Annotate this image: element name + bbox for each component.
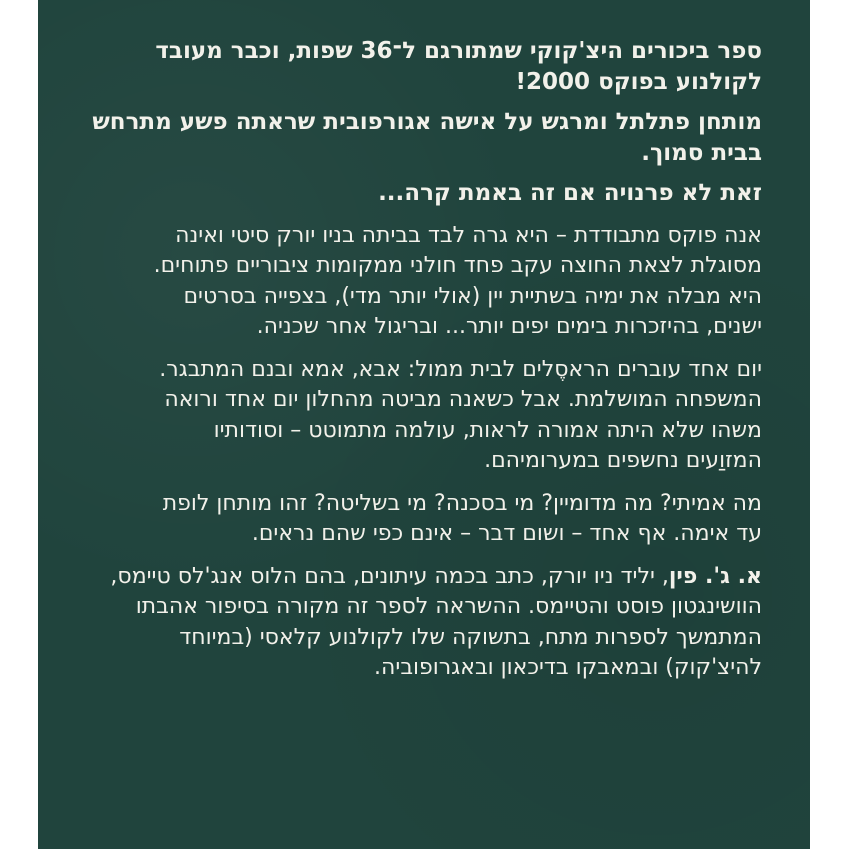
paragraph-1 <box>86 221 762 343</box>
paragraph-1-line-1: אנה פוקס מתבודדת – היא גרה לבד בביתה בניו יורק סיטי ואינה <box>175 222 762 248</box>
book-back-cover <box>38 0 810 849</box>
paragraph-1-line-4: ישנים, בהיזכרות בימים יפים יותר... ובריגול אחר שכניה. <box>256 314 762 339</box>
paragraph-1-line-3: היא מבלה את ימיה בשתיית יין (אולי יותר מדי), בצפייה בסרטים <box>183 283 762 309</box>
author-bio-line-2: הוושינגטון פוסט והטיימס. ההשראה לספר זה מקורה בסיפור אהבתו <box>135 594 762 619</box>
tagline-1-line-1: ספר ביכורים היצ'קוקי שמתורגם ל־36 שפות, וכבר מעובד <box>155 38 762 64</box>
paragraph-2 <box>86 355 762 477</box>
author-bio <box>86 562 762 684</box>
author-bio-line-1-rest: , יליד ניו יורק, כתב בכמה עיתונים, בהם הלוס אנג'לס טיימס, <box>110 563 669 589</box>
paragraph-3 <box>86 489 762 550</box>
author-bio-line-4: להיצ'קוק) ובמאבקו בדיכאון ובאגרופוביה. <box>374 655 762 680</box>
tagline-1 <box>86 36 762 97</box>
author-bio-line-1 <box>86 562 762 593</box>
tagline-2-line-1: מותחן פתלתל ומרגש על אישה אגורפובית שראתה פשע מתרחש <box>92 109 762 135</box>
paragraph-2-line-2: המשפחה המושלמת. אבל כשאנה מביטה מהחלון יום אחד ורואה <box>164 387 762 412</box>
tagline-3-line: זאת לא פרנויה אם זה באמת קרה... <box>378 180 762 206</box>
tagline-2-line-2: בבית סמוך. <box>641 139 762 166</box>
tagline-2 <box>86 107 762 168</box>
paragraph-2-line-4: המזוַעים נחשפים במערומיהם. <box>484 448 762 473</box>
paragraph-2-line-1: יום אחד עוברים הראסֶלים לבית ממול: אבא, אמא ובנם המתבגר. <box>159 356 762 382</box>
paragraph-2-line-3: משהו שלא היתה אמורה לראות, עולמה מתמוטט – וסודותיו <box>213 417 762 443</box>
blurb-text <box>86 36 762 684</box>
author-bio-line-3: המתמשך לספרות מתח, בתשוקה שלו לקולנוע קלאסי (במיוחד <box>179 624 762 650</box>
paragraph-1-line-2: מסוגלת לצאת החוצה עקב פחד חולני ממקומות ציבוריים פתוחים. <box>153 253 762 278</box>
tagline-3 <box>86 178 762 209</box>
tagline-1-line-2: לקולנוע בפוקס 2000! <box>515 68 762 95</box>
paragraph-3-line-1: מה אמיתי? מה מדומיין? מי בסכנה? מי בשליטה? זהו מותחן לופת <box>162 490 762 516</box>
author-name: א. ג'. פין <box>668 563 762 589</box>
paragraph-3-line-2: עד אימה. אף אחד – ושום דבר – אינם כפי שהם נראים. <box>251 521 762 546</box>
